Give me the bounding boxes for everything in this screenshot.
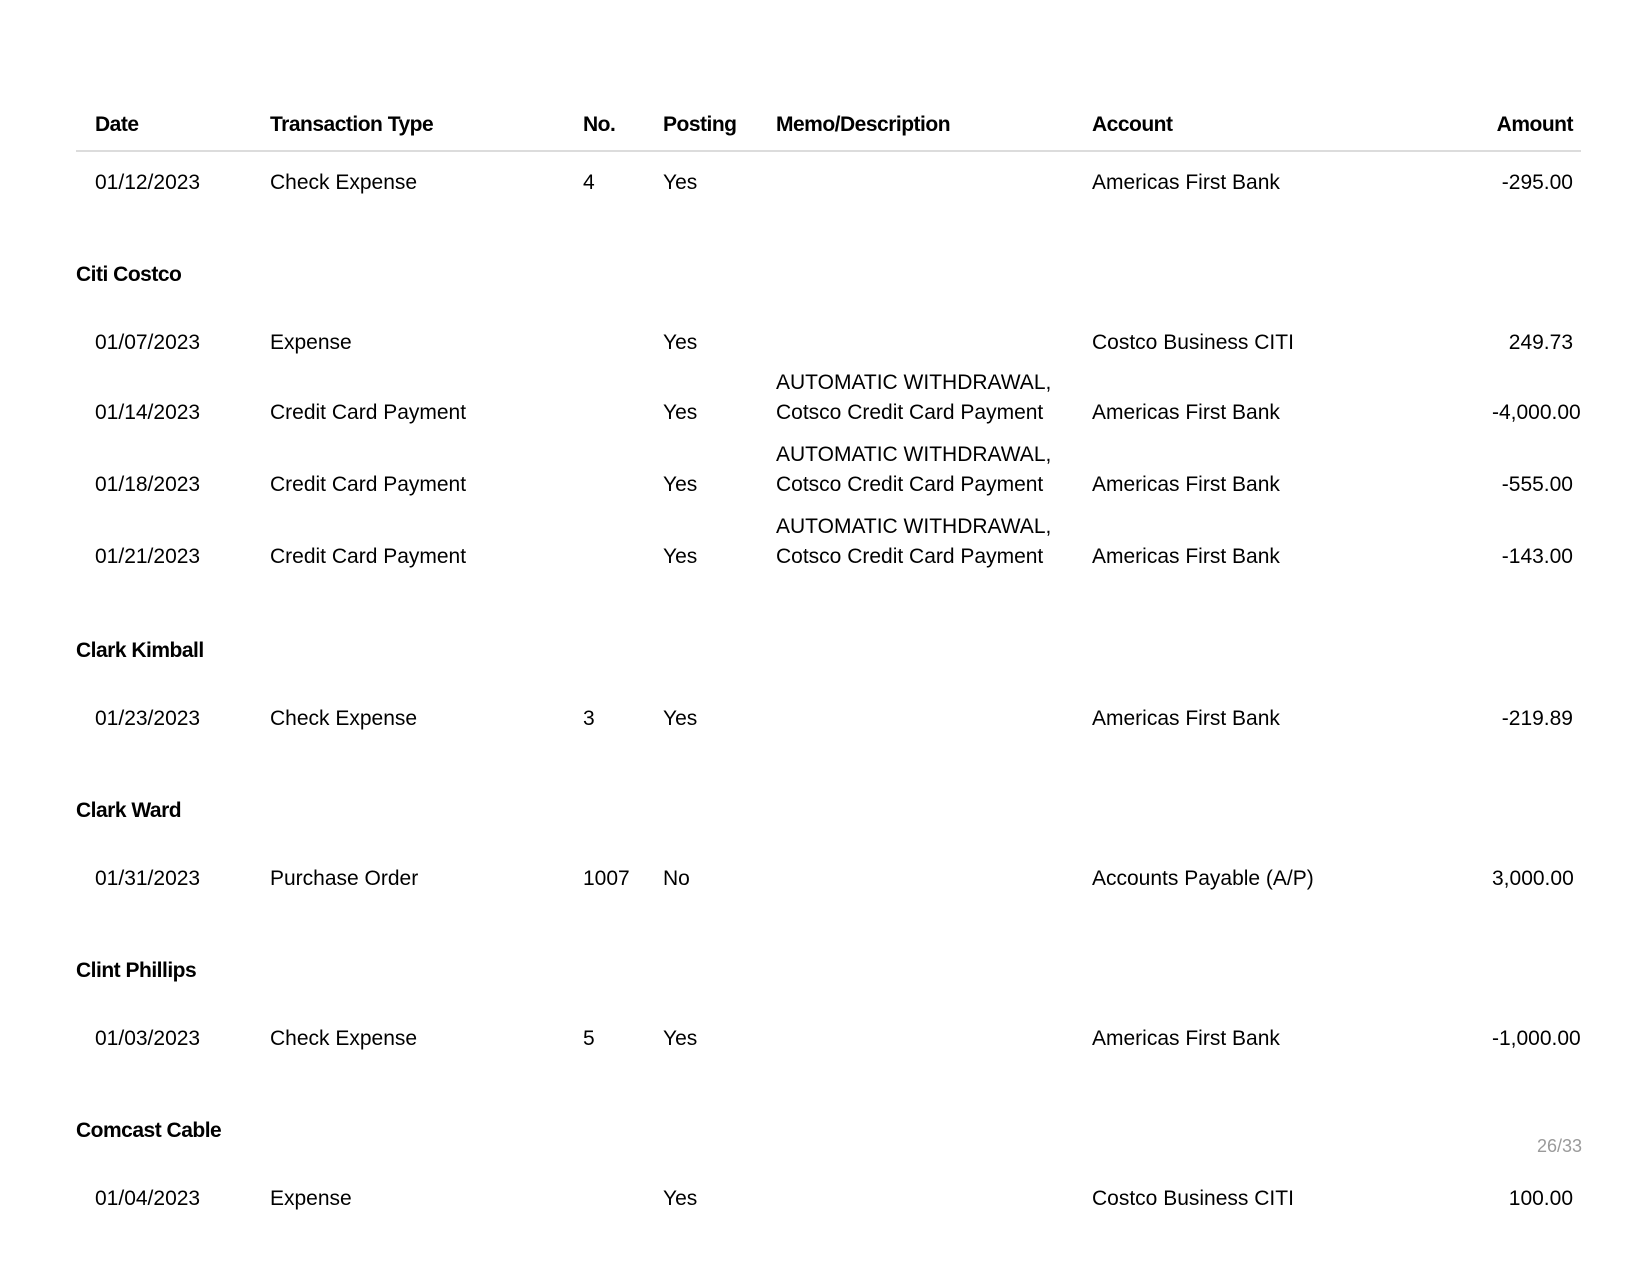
memo-line: AUTOMATIC WITHDRAWAL, (776, 443, 1052, 466)
header-transaction-type: Transaction Type (270, 100, 583, 151)
cell-transaction-type: Credit Card Payment (270, 473, 467, 496)
header-account: Account (1092, 100, 1492, 151)
cell-memo (776, 1168, 1092, 1214)
cell-date: 01/04/2023 (95, 1187, 201, 1210)
cell-number (583, 1168, 663, 1214)
cell-transaction-type: Credit Card Payment (270, 401, 467, 424)
vendor-name: Clark Ward (76, 799, 182, 822)
cell-memo (776, 1008, 1092, 1054)
cell-posting: Yes (663, 401, 698, 424)
table-row (76, 1008, 1581, 1054)
cell-transaction-type: Purchase Order (270, 867, 419, 890)
vendor-name: Citi Costco (76, 263, 182, 286)
cell-memo (776, 848, 1092, 894)
table-row (76, 151, 1581, 198)
cell-number: 4 (583, 171, 595, 194)
cell-memo (776, 688, 1092, 734)
vendor-group-header (76, 198, 1581, 298)
cell-memo (776, 358, 1092, 430)
cell-date: 01/14/2023 (95, 401, 201, 424)
cell-account: Americas First Bank (1092, 401, 1280, 424)
cell-number (583, 358, 663, 430)
cell-amount: -295.00 (1501, 171, 1573, 194)
memo-line: AUTOMATIC WITHDRAWAL, (776, 371, 1052, 394)
vendor-name: Comcast Cable (76, 1119, 222, 1142)
cell-posting: Yes (663, 171, 698, 194)
transaction-report-table (76, 100, 1581, 1214)
table-row (76, 358, 1581, 430)
group-spacer (76, 994, 1581, 1008)
cell-account: Costco Business CITI (1092, 1187, 1294, 1210)
cell-transaction-type: Check Expense (270, 1027, 418, 1050)
cell-posting: Yes (663, 707, 698, 730)
cell-number (583, 502, 663, 574)
group-spacer (76, 834, 1581, 848)
cell-transaction-type: Expense (270, 1187, 352, 1210)
cell-account: Americas First Bank (1092, 545, 1280, 568)
memo-line: Cotsco Credit Card Payment (776, 545, 1044, 568)
cell-date: 01/31/2023 (95, 867, 201, 890)
cell-account: Accounts Payable (A/P) (1092, 867, 1314, 890)
table-row (76, 502, 1581, 574)
cell-posting: No (663, 867, 690, 890)
header-posting: Posting (663, 100, 776, 151)
header-date: Date (76, 100, 270, 151)
cell-number (583, 312, 663, 358)
cell-transaction-type: Expense (270, 331, 352, 354)
cell-date: 01/07/2023 (95, 331, 201, 354)
cell-posting: Yes (663, 473, 698, 496)
table-row (76, 848, 1581, 894)
cell-posting: Yes (663, 545, 698, 568)
cell-amount: 100.00 (1508, 1187, 1573, 1210)
cell-amount: -219.89 (1501, 707, 1573, 730)
cell-date: 01/12/2023 (95, 171, 201, 194)
table-header-row (76, 100, 1581, 151)
cell-posting: Yes (663, 331, 698, 354)
table-row (76, 688, 1581, 734)
vendor-name: Clark Kimball (76, 639, 204, 662)
cell-memo (776, 430, 1092, 502)
vendor-group-header (76, 894, 1581, 994)
group-spacer (76, 298, 1581, 312)
memo-line: Cotsco Credit Card Payment (776, 473, 1044, 496)
cell-transaction-type: Credit Card Payment (270, 545, 467, 568)
table-row (76, 312, 1581, 358)
cell-posting: Yes (663, 1027, 698, 1050)
cell-amount: 3,000.00 (1492, 867, 1574, 890)
vendor-group-header (76, 1054, 1581, 1154)
cell-account: Americas First Bank (1092, 171, 1280, 194)
cell-date: 01/23/2023 (95, 707, 201, 730)
cell-number: 1007 (583, 867, 630, 890)
table-row (76, 430, 1581, 502)
cell-account: Costco Business CITI (1092, 331, 1294, 354)
cell-date: 01/03/2023 (95, 1027, 201, 1050)
header-amount: Amount (1492, 100, 1581, 151)
cell-amount: -4,000.00 (1492, 401, 1581, 424)
group-spacer (76, 1154, 1581, 1168)
cell-date: 01/18/2023 (95, 473, 201, 496)
cell-posting: Yes (663, 1187, 698, 1210)
memo-line: Cotsco Credit Card Payment (776, 401, 1044, 424)
group-spacer (76, 674, 1581, 688)
cell-account: Americas First Bank (1092, 707, 1280, 730)
cell-number (583, 430, 663, 502)
cell-memo (776, 151, 1092, 198)
cell-transaction-type: Check Expense (270, 707, 418, 730)
vendor-group-header (76, 574, 1581, 674)
vendor-group-header (76, 734, 1581, 834)
cell-memo (776, 502, 1092, 574)
cell-transaction-type: Check Expense (270, 171, 418, 194)
page-number: 26/33 (1536, 1136, 1582, 1156)
vendor-name: Clint Phillips (76, 959, 197, 982)
memo-line: AUTOMATIC WITHDRAWAL, (776, 515, 1052, 538)
cell-amount: -555.00 (1501, 473, 1573, 496)
header-memo: Memo/Description (776, 100, 1092, 151)
cell-amount: -143.00 (1501, 545, 1573, 568)
cell-account: Americas First Bank (1092, 473, 1280, 496)
cell-amount: 249.73 (1508, 331, 1573, 354)
table-row (76, 1168, 1581, 1214)
cell-number: 5 (583, 1027, 595, 1050)
cell-amount: -1,000.00 (1492, 1027, 1581, 1050)
cell-date: 01/21/2023 (95, 545, 201, 568)
cell-account: Americas First Bank (1092, 1027, 1280, 1050)
header-number: No. (583, 100, 663, 151)
cell-number: 3 (583, 707, 595, 730)
cell-memo (776, 312, 1092, 358)
report-body (76, 151, 1581, 1214)
